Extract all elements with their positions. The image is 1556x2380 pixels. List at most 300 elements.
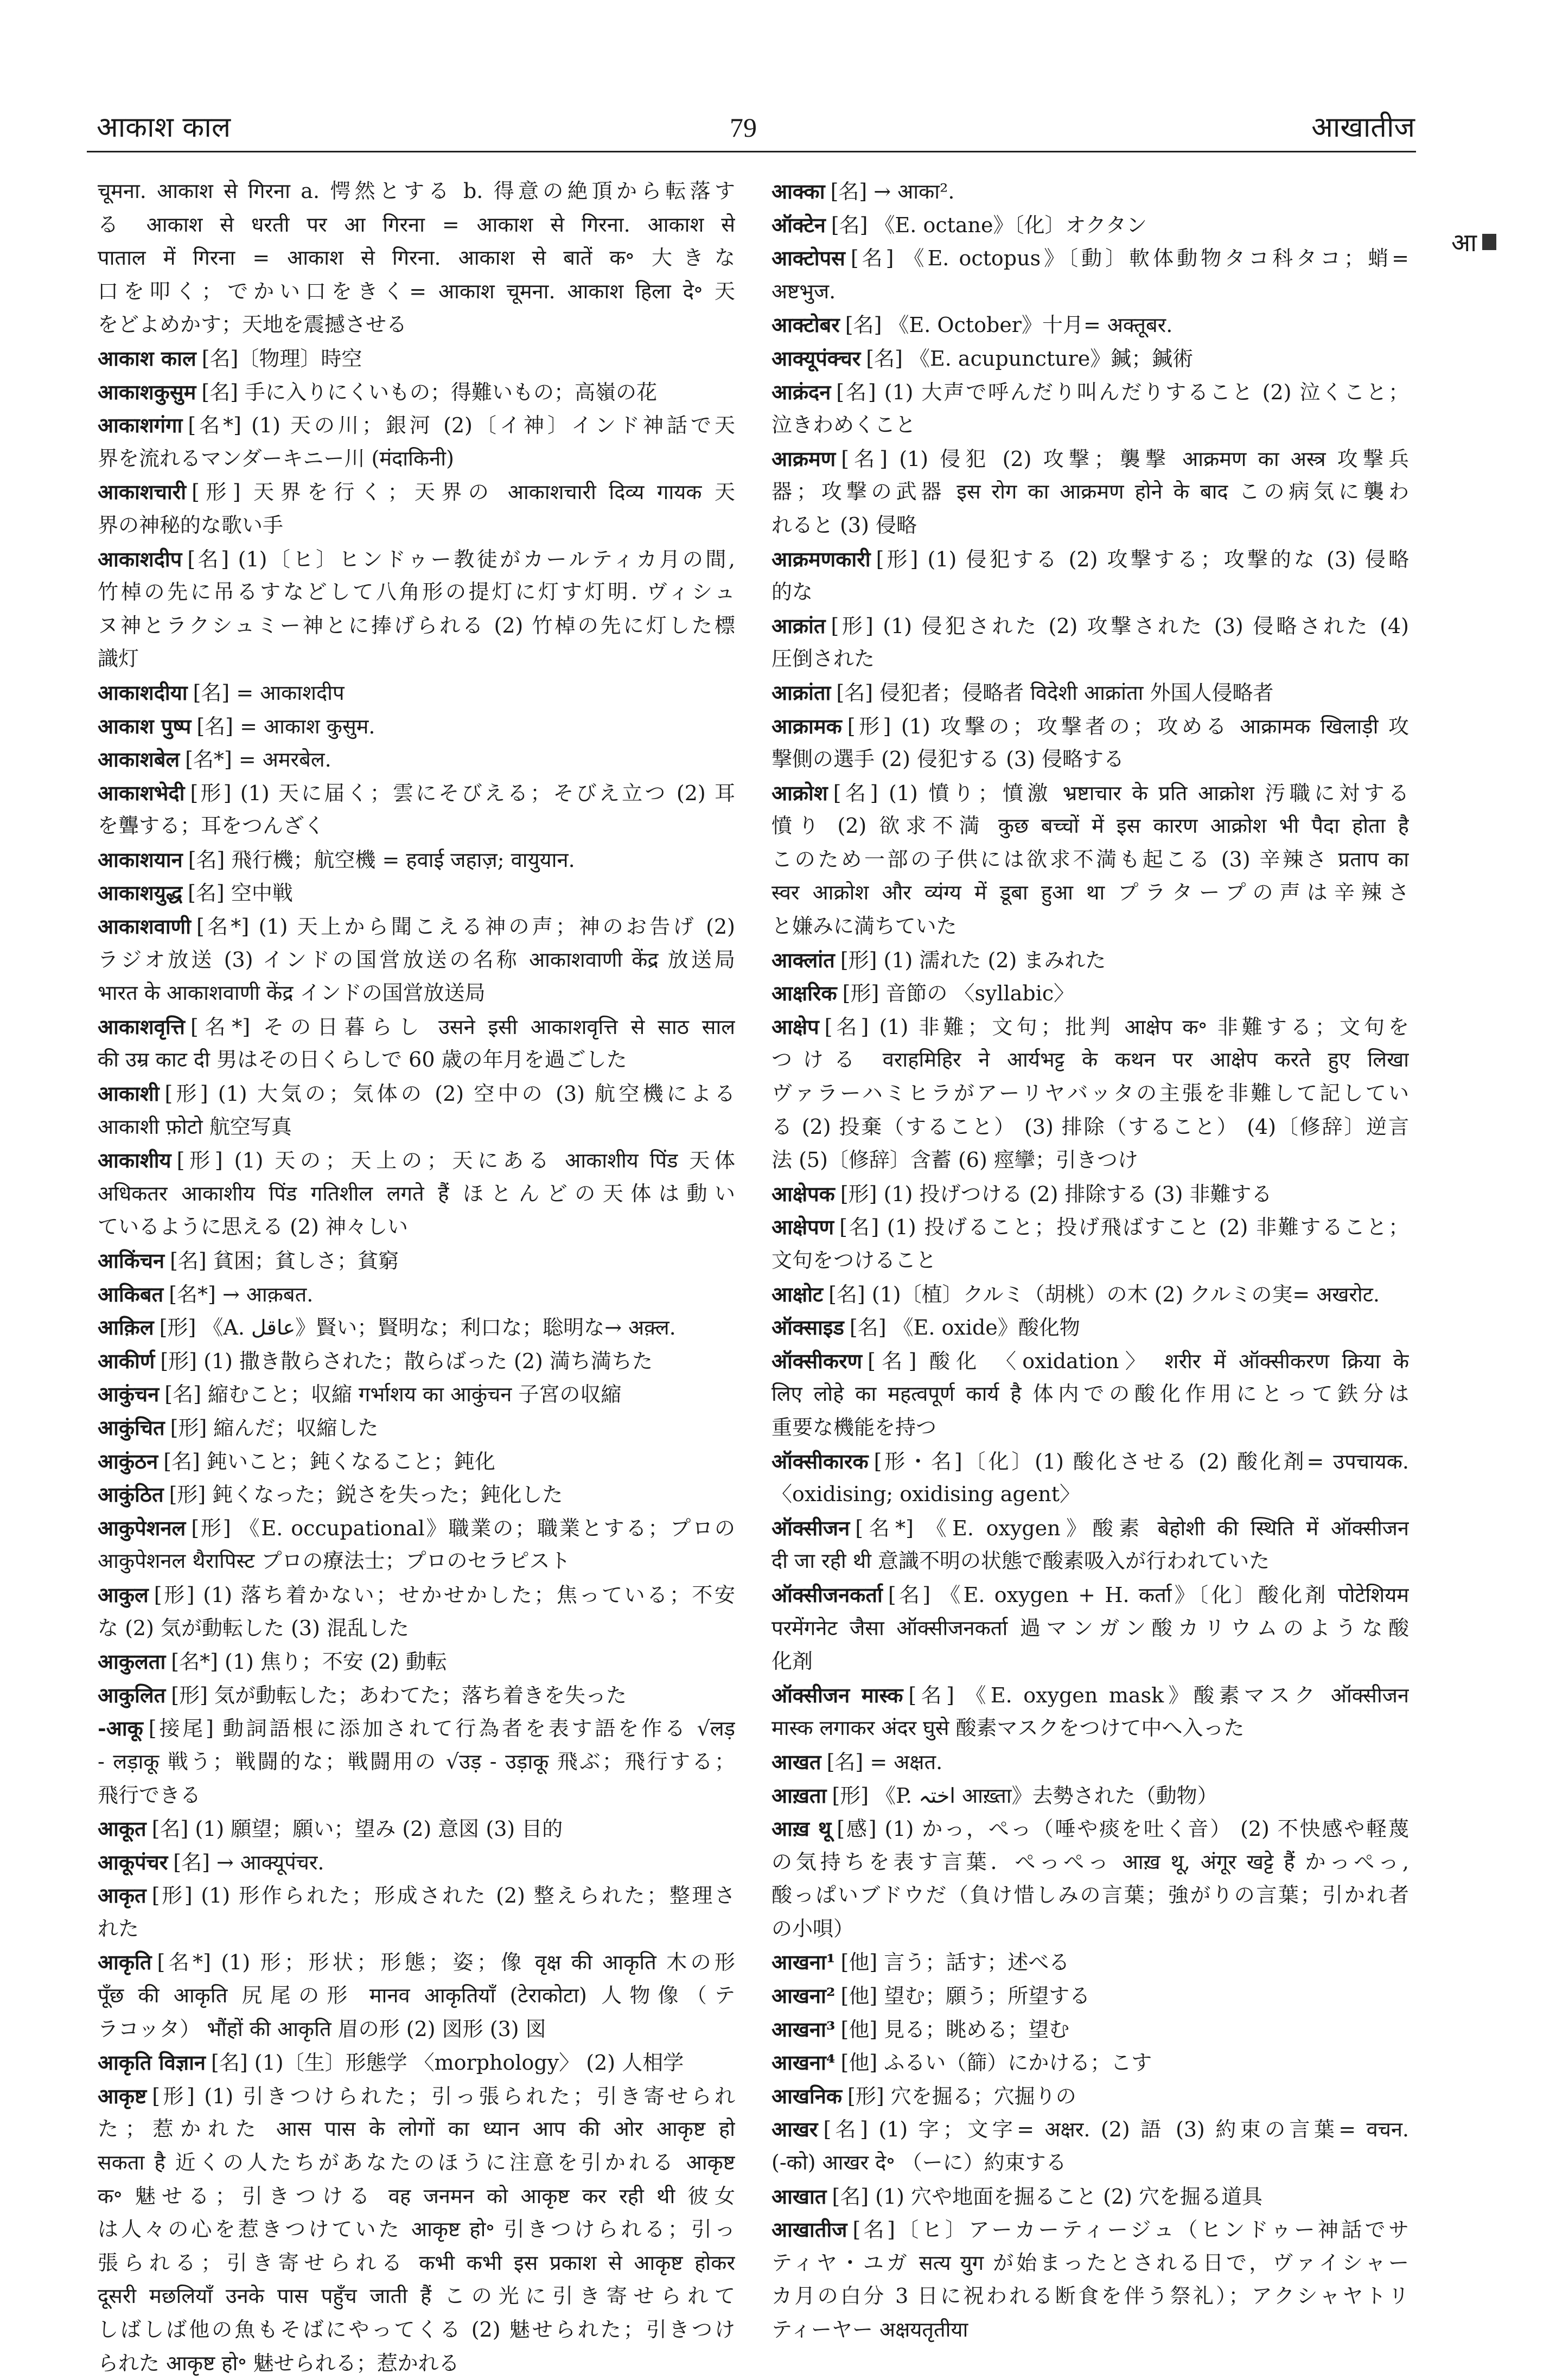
definition-text: [名] (1)〔生〕形態学 〈morphology〉 (2) 人相学	[211, 2051, 684, 2075]
headword: आक्लांत	[771, 947, 835, 972]
entry-line	[771, 1612, 1409, 1645]
definition-text: このため一部の子供には欲求不満も起こる (3) 辛辣さ प्रताप का	[771, 847, 1409, 871]
entry-line	[98, 2146, 735, 2180]
definition-text: स्वर आक्रोश और व्यंग्य में डूबा हुआ था プラタープの声は辛辣さ	[771, 880, 1409, 905]
definition-text: 文句をつけること	[771, 1248, 937, 1272]
dictionary-entry	[98, 475, 735, 542]
entry-line	[98, 743, 735, 776]
headword: आकुंठित	[98, 1482, 164, 1507]
entry-line	[771, 1111, 1409, 1144]
entry-line	[771, 1745, 1409, 1779]
headword: आक्षेपक	[771, 1181, 835, 1206]
entry-line	[771, 1846, 1409, 1879]
entry-line	[98, 1945, 735, 1979]
headword: आखना²	[771, 1983, 836, 2008]
definition-text: अधिकतर आकाशीय पिंड गतिशील लगते हैं ほとんどの天体は動い	[98, 1181, 735, 1205]
dictionary-entry	[98, 743, 735, 776]
headword: आक्रमण	[771, 446, 836, 471]
dictionary-entry	[771, 375, 1409, 442]
headword: ऑक्सीकारक	[771, 1449, 869, 1473]
entry-line	[98, 1912, 735, 1946]
entry-line	[98, 1979, 735, 2013]
dictionary-entry	[98, 2079, 735, 2380]
definition-text: मास्क लगाकर अंदर घुसे 酸素マスクをつけて中へ入った	[771, 1716, 1245, 1740]
entry-line	[771, 977, 1409, 1010]
entry-line	[98, 375, 735, 409]
definition-text: [名*] (1) 焦り；不安 (2) 動転	[171, 1650, 447, 1674]
definition-text: しばしば他の魚もそばにやってくる (2) 魅せられた；引きつけ	[98, 2318, 735, 2341]
dictionary-entry	[771, 2046, 1409, 2079]
entry-line	[98, 1712, 735, 1745]
definition-text: [形] 鈍くなった；鋭さを失った；鈍化した	[169, 1483, 563, 1507]
headword: आकाशीय	[98, 1148, 171, 1173]
entry-line	[98, 475, 735, 509]
entry-line	[98, 1077, 735, 1111]
headword: आक्रांत	[771, 613, 826, 638]
entry-line	[771, 576, 1409, 609]
entry-line	[771, 2180, 1409, 2213]
headword: आकाशयान	[98, 847, 183, 872]
entry-line	[771, 1879, 1409, 1912]
entry-line	[771, 943, 1409, 977]
definition-text: दी जा रही थी 意識不明の状態で酸素吸入が行われていた	[771, 1549, 1270, 1573]
dictionary-entry	[98, 375, 735, 409]
entry-line	[771, 1278, 1409, 1311]
headword: आखर	[771, 2117, 818, 2142]
entry-line	[98, 1578, 735, 1612]
entry-line	[771, 208, 1409, 242]
entry-line	[771, 1043, 1409, 1077]
entry-line	[771, 2213, 1409, 2247]
headword: आक्टोबर	[771, 312, 840, 337]
dictionary-entry	[771, 2013, 1409, 2046]
definition-text: [形] (1) 侵犯する (2) 攻撃する；攻撃的な (3) 侵略	[876, 547, 1409, 571]
entry-line	[98, 2180, 735, 2213]
headword: आकुंठन	[98, 1449, 158, 1473]
entry-line	[98, 509, 735, 543]
definition-text: [名]〔ヒ〕アーカーティージュ（ヒンドゥー神話でサ	[852, 2218, 1409, 2242]
entry-line	[98, 543, 735, 576]
definition-text: な (2) 気が動転した (3) 混乱した	[98, 1616, 409, 1640]
definition-text: 界の神秘的な歌い手	[98, 513, 284, 537]
definition-text: [名] (1) 侵犯 (2) 攻撃；襲撃 आक्रमण का अस्त्र 攻撃兵	[841, 446, 1409, 471]
definition-text: [名] → आका².	[830, 180, 955, 203]
page-number: 79	[730, 112, 757, 143]
definition-text: [形] 縮んだ；収縮した	[170, 1415, 379, 1440]
header-rule	[87, 151, 1416, 152]
entry-line	[771, 1377, 1409, 1411]
definition-text: [形] (1) 大気の；気体の (2) 空中の (3) 航空機による	[164, 1082, 735, 1106]
definition-text: た；惹かれた आस पास के लोगों का ध्यान आप की ओर आकृष्ट हो	[98, 2117, 735, 2141]
dictionary-entry	[98, 2046, 735, 2079]
dictionary-entry	[771, 2079, 1409, 2113]
dictionary-entry	[771, 1679, 1409, 1745]
headword: आकाशदीप	[98, 546, 182, 571]
dictionary-entry	[771, 1578, 1409, 1679]
entry-line	[771, 609, 1409, 643]
entry-line	[771, 776, 1409, 810]
definition-text: 界を流れるマンダーキニー川 (मंदाकिनी)	[98, 446, 454, 470]
entry-line	[98, 275, 735, 309]
dictionary-entry	[771, 676, 1409, 710]
definition-text: 飛行できる	[98, 1783, 201, 1807]
dictionary-entry	[98, 1578, 735, 1645]
definition-text: [名] 縮むこと；収縮 गर्भाशय का आकुंचन 子宮の収縮	[164, 1382, 622, 1407]
definition-text: られた आकृष्ट हो॰ 魅せられる；惹かれる	[98, 2351, 460, 2375]
entry-line	[771, 2046, 1409, 2079]
definition-text: 憤り (2) 欲求不満 कुछ बच्चों में इस कारण आक्रोश भी पैदा होता है	[771, 814, 1409, 838]
entry-line	[771, 241, 1409, 275]
entry-line	[98, 1144, 735, 1177]
definition-text: ヌ神とラクシュミー神とに捧げられる (2) 竹棹の先に灯した標	[98, 613, 735, 637]
headword: आकुलित	[98, 1682, 166, 1707]
definition-text: पाताल में गिरना = आकाश से गिरना. आकाश से बातें क॰ 大きな	[98, 246, 735, 270]
definition-text: [名] = अक्षत.	[826, 1750, 943, 1774]
definition-text: की उम्र काट दी 男はその日くらしで 60 歳の年月を過ごした	[98, 1048, 627, 1072]
entry-line	[771, 1779, 1409, 1813]
headword: आक्रामक	[771, 713, 842, 738]
definition-text: [形] (1) 引きつけられた；引っ張られた；引き寄せられ	[152, 2084, 735, 2108]
definition-text: [名*] = अमरबेल.	[185, 748, 331, 772]
headword: आकीर्ण	[98, 1348, 155, 1373]
headword: आखातीज	[771, 2217, 847, 2242]
entry-line	[771, 809, 1409, 843]
dictionary-entry	[98, 1377, 735, 1411]
entry-line	[98, 1511, 735, 1545]
definition-text: पूँछ की आकृति 尻尾の形 मानव आकृतियाँ (टेराकोटा) 人物像（テ	[98, 1983, 735, 2008]
headword: आकाशी	[98, 1081, 160, 1106]
entry-line	[98, 2280, 735, 2313]
definition-text: 法 (5)〔修辞〕含蓄 (6) 痙攣；引きつけ	[771, 1148, 1138, 1172]
definition-text: चूमना. आकाश से गिरना a. 愕然とする b. 得意の絶頂から転落す	[98, 179, 735, 203]
headword: आखात	[771, 2184, 827, 2209]
definition-text: 化剤	[771, 1649, 813, 1674]
entry-line	[98, 2347, 735, 2380]
entry-line	[98, 2247, 735, 2280]
headword: आक्षेप	[771, 1014, 819, 1039]
definition-text: [名] 貧困；貧しさ；貧窮	[170, 1249, 399, 1273]
definition-text: 口を叩く；でかい口をきく= आकाश चूमना. आकाश हिला दे॰ 天	[98, 279, 735, 303]
headword: आखना⁴	[771, 2050, 836, 2075]
entry-line	[771, 442, 1409, 476]
dictionary-entry	[771, 2113, 1409, 2179]
definition-text: 泣きわめくこと	[771, 413, 916, 437]
entry-line	[98, 308, 735, 342]
dictionary-entry	[771, 1945, 1409, 1979]
entry-line	[771, 175, 1409, 208]
entry-line	[98, 710, 735, 743]
definition-text: [名*] → आक़बत.	[169, 1282, 314, 1306]
dictionary-entry	[771, 175, 1409, 208]
definition-text: [他] ふるい（篩）にかける；こす	[840, 2051, 1152, 2075]
definition-text: [名] (1)〔植〕クルミ（胡桃）の木 (2) クルミの実= अखरोट.	[828, 1282, 1380, 1306]
definition-text: 撃側の選手 (2) 侵犯する (3) 侵略する	[771, 747, 1124, 771]
entry-line	[98, 910, 735, 943]
definition-text: 張られる；引き寄せられる कभी कभी इस प्रकाश से आकृष्ट होकर	[98, 2250, 735, 2275]
definition-text: [他] 見る；眺める；望む	[840, 2017, 1070, 2041]
definition-text: [形] 《P. اختہ आख़्ता》去勢された（動物）	[832, 1783, 1218, 1808]
headword: आकाश काल	[98, 346, 196, 371]
headword: आक्टोपस	[771, 246, 845, 271]
entry-line	[771, 275, 1409, 309]
dictionary-entry	[98, 843, 735, 877]
dictionary-entry	[771, 1979, 1409, 2013]
definition-text: 竹棹の先に吊るすなどして八角形の提灯に灯す灯明. ヴィシュ	[98, 580, 735, 604]
definition-text: [名] 《E. octane》〔化〕オクタン	[831, 213, 1147, 237]
headword: आकिबत	[98, 1281, 164, 1306]
entry-line	[771, 1679, 1409, 1712]
definition-text: [名] = आकाश कुसुम.	[196, 714, 375, 738]
entry-line	[98, 2013, 735, 2046]
entry-line	[771, 1511, 1409, 1545]
entry-line	[771, 1445, 1409, 1478]
definition-text: る आकाश से धरती पर आ गिरना = आकाश से गिरना. आकाश से	[98, 212, 735, 237]
definition-text: [形] (1) 投げつける (2) 排除する (3) 非難する	[840, 1182, 1272, 1206]
entry-line	[98, 1645, 735, 1679]
headword: ऑक्सीजन मास्क	[771, 1682, 903, 1707]
definition-text: と嫌みに満ちていた	[771, 914, 957, 939]
headword: ऑक्सीजन	[771, 1515, 850, 1540]
headword: आखत	[771, 1749, 821, 1774]
dictionary-entry	[98, 175, 735, 342]
definition-text: [形] (1) 天に届く；雲にそびえる；そびえ立つ (2) 耳	[190, 781, 735, 805]
thumb-index-tab	[1451, 225, 1496, 259]
dictionary-entry	[98, 1712, 735, 1812]
dictionary-entry	[98, 543, 735, 676]
headword: आकृष्ट	[98, 2083, 147, 2108]
entry-line	[98, 642, 735, 676]
entry-line	[771, 910, 1409, 943]
dictionary-entry	[98, 1679, 735, 1712]
dictionary-entry	[771, 442, 1409, 543]
entry-line	[771, 1177, 1409, 1211]
definition-text: 酸っぱいブドウだ（負け惜しみの言葉；強がりの言葉；引かれ者	[771, 1883, 1409, 1907]
definition-text: ティヤ・ユガ सत्य युग が始まったとされる日で，ヴァイシャー	[771, 2250, 1409, 2275]
entry-line	[771, 1812, 1409, 1846]
dictionary-entry	[771, 308, 1409, 342]
definition-text: [形] (1) 濡れた (2) まみれた	[840, 948, 1106, 972]
headword: आख़ता	[771, 1783, 827, 1808]
definition-text: れると (3) 侵略	[771, 513, 917, 537]
entry-line	[98, 977, 735, 1010]
headword: आकुंचित	[98, 1415, 165, 1440]
entry-line	[771, 409, 1409, 442]
entry-line	[771, 1945, 1409, 1979]
definition-text: [形] 《E. occupational》職業の；職業とする；プロの	[191, 1516, 735, 1540]
headword: आकुपेशनल	[98, 1515, 186, 1540]
definition-text: [名] → आक्यूपंचर.	[173, 1850, 324, 1874]
headword: आक्रांता	[771, 680, 831, 705]
entry-line	[98, 1010, 735, 1044]
definition-text: ティーヤー अक्षयतृतीया	[771, 2318, 968, 2341]
dictionary-entry	[771, 609, 1409, 676]
headword: आकुल	[98, 1582, 149, 1607]
dictionary-entry	[98, 1879, 735, 1945]
definition-text: の小唄）	[771, 1916, 854, 1941]
dictionary-entry	[98, 1411, 735, 1445]
headword: आकुलता	[98, 1649, 166, 1674]
definition-text: 重要な機能を持つ	[771, 1415, 937, 1439]
definition-text: [名] 《E. oxygen mask》酸素マスク ऑक्सीजन	[908, 1683, 1409, 1707]
entry-line	[98, 776, 735, 810]
entry-line	[771, 843, 1409, 877]
entry-line	[98, 2079, 735, 2113]
entry-line	[771, 475, 1409, 509]
dictionary-entry	[771, 1311, 1409, 1344]
dictionary-entry	[771, 1511, 1409, 1578]
headword: आक्रंदन	[771, 379, 831, 404]
headword: आकाशभेदी	[98, 780, 185, 805]
entry-line	[771, 2313, 1409, 2347]
headword: आकुंचन	[98, 1382, 160, 1407]
definition-text: [名] (1) 大声で呼んだり叫んだりすること (2) 泣くこと；	[836, 380, 1409, 404]
dictionary-entry	[771, 1278, 1409, 1311]
definition-text: 圧倒された	[771, 647, 875, 671]
definition-text: लिए लोहे का महत्वपूर्ण कार्य है 体内での酸化作用にとって鉄分は	[771, 1382, 1409, 1406]
entry-line	[771, 342, 1409, 375]
definition-text: [形] (1) 攻撃の；攻撃者の；攻める आक्रामक खिलाड़ी 攻	[847, 714, 1409, 738]
entry-line	[771, 375, 1409, 409]
definition-text: [名*] 《E. oxygen》酸素 बेहोशी की स्थिति में ऑक्सीजन	[855, 1516, 1409, 1540]
entry-line	[98, 676, 735, 710]
dictionary-entry	[98, 676, 735, 710]
headword: आखना¹	[771, 1950, 836, 1975]
dictionary-entry	[771, 1779, 1409, 1813]
definition-text: カ月の白分 3 日に祝われる断食を伴う祭礼）；アクシャヤトリ	[771, 2284, 1409, 2308]
entry-line	[771, 2013, 1409, 2046]
headword: आक़िल	[98, 1315, 154, 1340]
entry-line	[771, 1010, 1409, 1044]
definition-text: [他] 言う；話す；述べる	[840, 1950, 1070, 1975]
headword: आक्का	[771, 179, 825, 203]
dictionary-entry	[98, 342, 735, 375]
definition-text: - लड़ाकू 戦う；戦闘的な；戦闘用の √उड़ - उड़ाकू 飛ぶ；飛行する；	[98, 1749, 735, 1773]
entry-line	[98, 876, 735, 910]
entry-line	[771, 1578, 1409, 1612]
definition-text: は人々の心を惹きつけていた आकृष्ट हो॰ 引きつけられる；引っ	[98, 2217, 735, 2242]
definition-text: 〈oxidising; oxidising agent〉	[771, 1482, 1080, 1507]
entry-line	[98, 1344, 735, 1378]
headword: आख़ थू	[771, 1816, 832, 1841]
headword: आक्रमणकारी	[771, 546, 871, 571]
definition-text: [名] 《E. acupuncture》鍼；鍼術	[866, 346, 1194, 371]
headword: आकिंचन	[98, 1248, 165, 1273]
dictionary-entry	[98, 776, 735, 843]
dictionary-entry	[771, 2213, 1409, 2346]
entry-line	[771, 1545, 1409, 1578]
entry-line	[771, 2280, 1409, 2313]
dictionary-entry	[98, 876, 735, 910]
entry-line	[771, 642, 1409, 676]
definition-text: 器；攻撃の武器 इस रोग का आक्रमण होने के बाद この病気に襲わ	[771, 480, 1409, 504]
entry-line	[98, 1377, 735, 1411]
definition-text: を聾する；耳をつんざく	[98, 814, 325, 838]
definition-text: ているように思える (2) 神々しい	[98, 1215, 408, 1239]
definition-text: दूसरी मछलियाँ उनके पास पहुँच जाती हैं この光に引き寄せられて	[98, 2284, 735, 2308]
definition-text: [形] 穴を掘る；穴掘りの	[847, 2084, 1076, 2108]
entry-line	[771, 2113, 1409, 2146]
entry-line	[98, 1812, 735, 1846]
definition-text: [名] (1) 非難；文句；批判 आक्षेप क॰ 非難する；文句を	[824, 1014, 1409, 1039]
entry-line	[771, 876, 1409, 910]
dictionary-entry	[771, 1210, 1409, 1277]
dictionary-entry	[771, 776, 1409, 943]
entry-line	[771, 1210, 1409, 1244]
definition-text: [他] 望む；願う；所望する	[840, 1984, 1091, 2008]
entry-line	[771, 1311, 1409, 1344]
entry-line	[98, 1679, 735, 1712]
entry-line	[98, 208, 735, 242]
entry-line	[98, 1311, 735, 1344]
headword: आकाशगंगा	[98, 413, 183, 438]
definition-text: सकता है 近くの人たちがあなたのほうに注意を引かれる आकृष्ट	[98, 2151, 735, 2175]
thumb-index-marker-icon	[1482, 234, 1496, 250]
dictionary-entry	[98, 1645, 735, 1679]
entry-line	[771, 676, 1409, 710]
headword: आकाशकुसुम	[98, 379, 196, 404]
definition-text: [名] (1) 願望；願い；望み (2) 意図 (3) 目的	[151, 1817, 563, 1841]
definition-text: [名] (1) 投げること；投げ飛ばすこと (2) 非難すること；	[839, 1215, 1409, 1240]
definition-text: [名] 《E. October》十月= अक्तूबर.	[845, 313, 1173, 337]
entry-line	[771, 1912, 1409, 1946]
entry-line	[98, 1545, 735, 1578]
definition-text: [名] 《E. oxygen + H. कर्ता》〔化〕酸化剤 पोटेशियम	[888, 1583, 1409, 1607]
dictionary-entry	[98, 710, 735, 743]
definition-text: [名*] その日暮らし उसने इसी आकाशवृत्ति से साठ साल	[190, 1014, 735, 1039]
headword: आकाशदीया	[98, 680, 188, 705]
entry-line	[98, 1478, 735, 1511]
entry-line	[98, 1043, 735, 1077]
definition-text: ヴァラーハミヒラがアーリヤバッタの主張を非難して記してい	[771, 1081, 1409, 1106]
headword: आकृति विज्ञान	[98, 2050, 206, 2075]
definition-text: [接尾] 動詞語根に添加されて行為者を表す語を作る √लड़	[148, 1717, 735, 1741]
definition-text: परमेंगनेट जैसा ऑक्सीजनकर्ता 過マンガン酸カリウムのような酸	[771, 1616, 1409, 1640]
definition-text: [形] (1) 天の；天上の；天にある आकाशीय पिंड 天体	[176, 1148, 735, 1173]
entry-line	[98, 1612, 735, 1645]
headword: आकूत	[98, 1816, 146, 1841]
definition-text: [名] 空中戦	[188, 881, 293, 905]
headword: ऑक्सीजनकर्ता	[771, 1582, 883, 1607]
definition-text: [形] (1) 形作られた；形成された (2) 整えられた；整理さ	[151, 1884, 735, 1908]
definition-text: भारत के आकाशवाणी केंद्र インドの国営放送局	[98, 981, 486, 1005]
left-column	[98, 175, 735, 2380]
definition-text: [形] 音節の 〈syllabic〉	[842, 981, 1075, 1006]
definition-text: [形] 気が動転した；あわてた；落ち着きを失った	[171, 1683, 627, 1707]
entry-line	[98, 1779, 735, 1813]
headword: आकाशयुद्ध	[98, 880, 183, 905]
headword: आक्षरिक	[771, 981, 837, 1006]
running-head-first-entry: आकाश काल	[97, 111, 231, 144]
definition-text: [名]〔物理〕時空	[201, 346, 362, 371]
dictionary-entry	[771, 241, 1409, 308]
entry-line	[771, 1478, 1409, 1511]
dictionary-entry	[771, 208, 1409, 242]
definition-text: [名] 《E. octopus》〔動〕軟体動物タコ科タコ；蛸=	[850, 246, 1409, 271]
dictionary-entry	[98, 1511, 735, 1578]
entry-line	[98, 442, 735, 476]
headword: आकाशवृत्ति	[98, 1014, 185, 1039]
definition-text: (-को) आखर दे॰ （ーに）約束する	[771, 2151, 1067, 2175]
entry-line	[771, 1411, 1409, 1445]
headword: आकाशवाणी	[98, 914, 191, 939]
dictionary-entry	[98, 910, 735, 1010]
dictionary-entry	[98, 1846, 735, 1879]
entry-line	[771, 543, 1409, 576]
entry-line	[771, 743, 1409, 776]
entry-line	[98, 2313, 735, 2347]
dictionary-entry	[98, 1344, 735, 1378]
entry-line	[771, 308, 1409, 342]
